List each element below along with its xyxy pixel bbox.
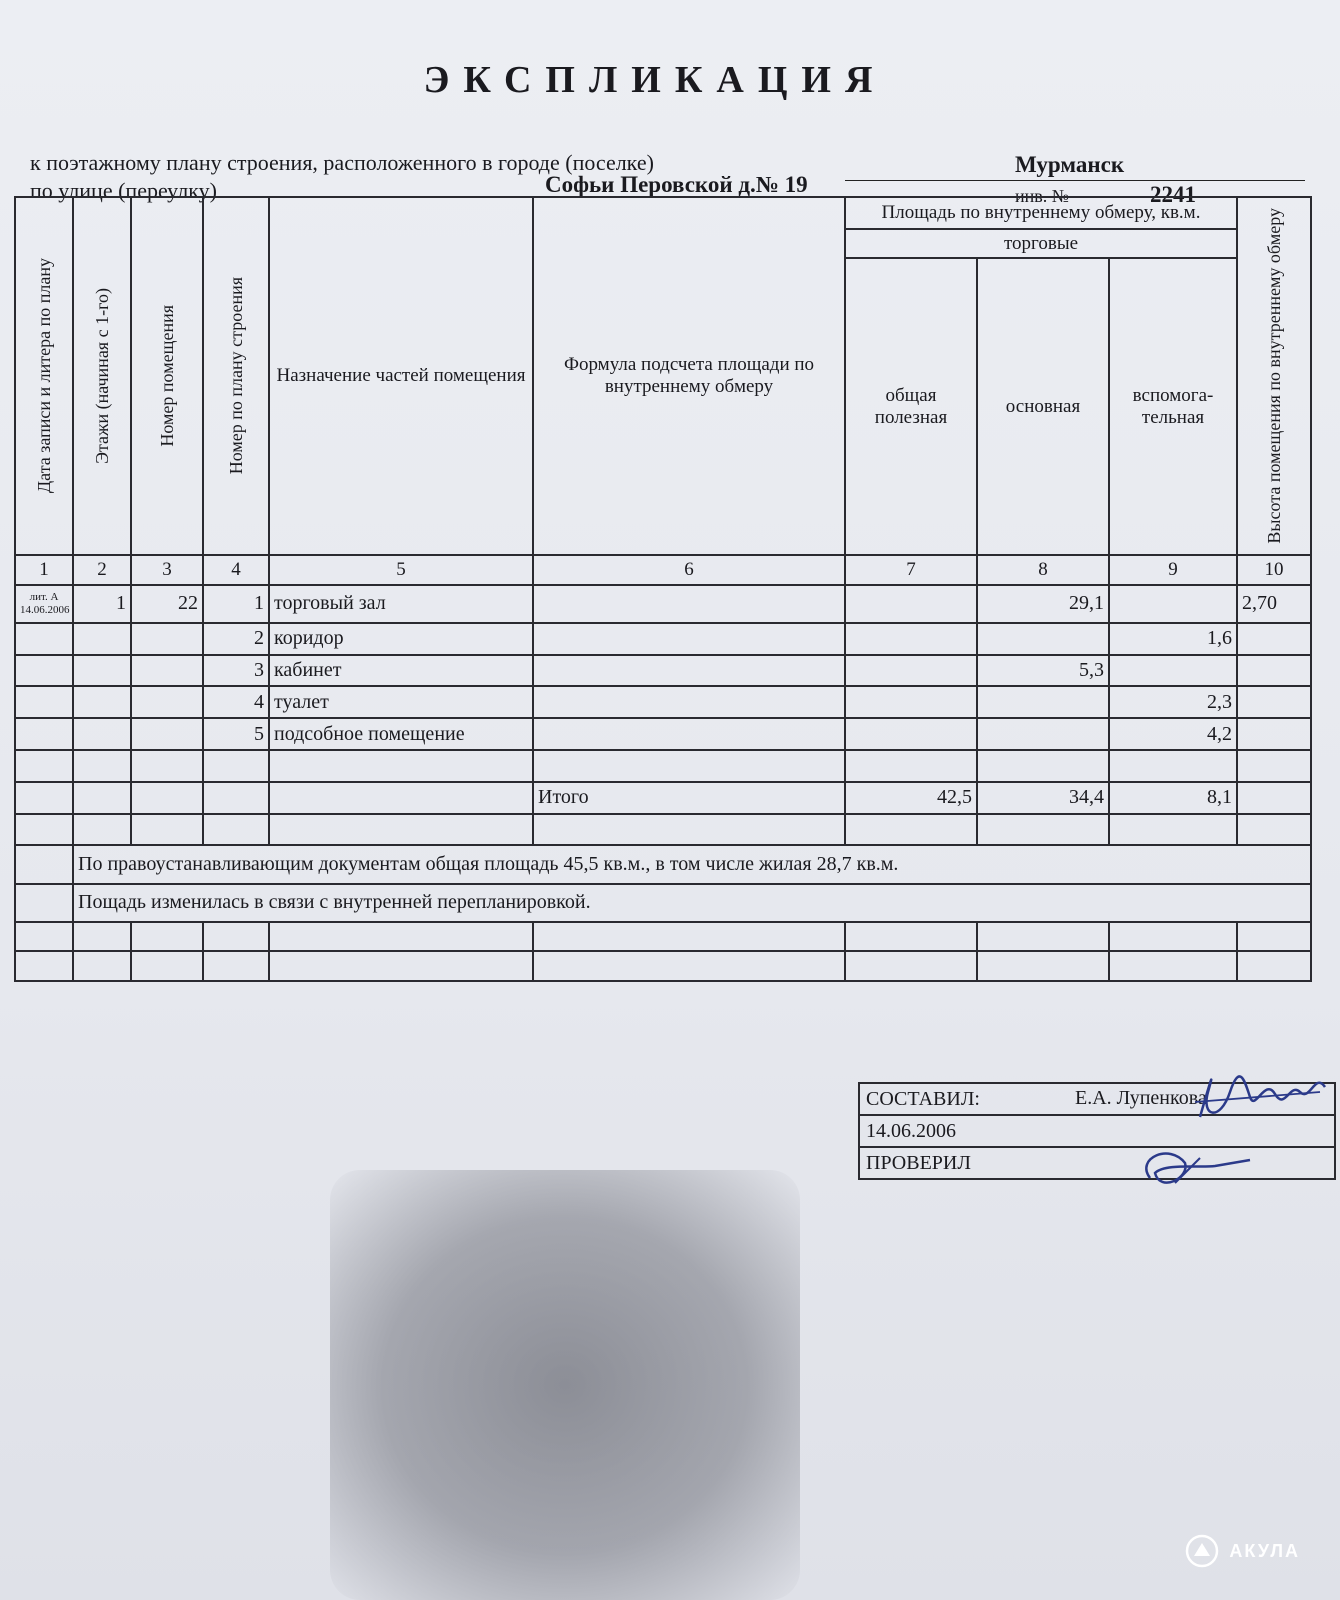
cell-c8 — [977, 623, 1109, 655]
cell-c1 — [15, 655, 73, 687]
header-formula: Формула подсчета площади по внутреннему обмеру — [533, 197, 845, 555]
plan-caption: к поэтажному плану строения, расположенного в городе (поселке) — [30, 150, 654, 175]
cell-c9: 2,3 — [1109, 686, 1237, 718]
cell-c8 — [977, 686, 1109, 718]
col-num: 10 — [1237, 555, 1311, 585]
col-num: 9 — [1109, 555, 1237, 585]
cell-c2 — [73, 623, 131, 655]
cell-c5 — [269, 750, 533, 782]
hand-shadow — [330, 1170, 800, 1600]
cell-c9 — [1109, 750, 1237, 782]
table-row — [15, 585, 1311, 623]
cell-c7 — [845, 686, 977, 718]
cell-c7 — [845, 750, 977, 782]
col-num: 5 — [269, 555, 533, 585]
city-value: Мурманск — [1015, 152, 1125, 177]
cell-c9 — [1109, 655, 1237, 687]
cell-c2: 1 — [73, 585, 131, 623]
header-area-group: Площадь по внутреннему обмеру, кв.м. — [845, 197, 1237, 229]
table-row — [15, 623, 1311, 655]
col-num: 3 — [131, 555, 203, 585]
cell-c5: туалет — [269, 686, 533, 718]
cell-c2 — [73, 814, 131, 846]
table-row — [15, 686, 1311, 718]
cell-c5 — [269, 814, 533, 846]
cell-c8 — [977, 718, 1109, 750]
cell-c1 — [15, 686, 73, 718]
cell-c3 — [131, 782, 203, 814]
cell-c3: 22 — [131, 585, 203, 623]
cell-c7 — [845, 718, 977, 750]
cell-c2 — [73, 782, 131, 814]
cell-c10 — [1237, 686, 1311, 718]
cell-c7 — [845, 655, 977, 687]
header-date-letter: Дата записи и литера по плану — [15, 197, 73, 555]
cell-c2 — [73, 750, 131, 782]
cell-c7: 42,5 — [845, 782, 977, 814]
cell-c5: кабинет — [269, 655, 533, 687]
header-plan-number: Номер по плану строения — [203, 197, 269, 555]
checked-label: ПРОВЕРИЛ — [859, 1147, 1335, 1179]
cell-c7 — [845, 814, 977, 846]
cell-c4 — [203, 782, 269, 814]
cell-c4 — [203, 814, 269, 846]
signature-checker — [1130, 1138, 1260, 1198]
cell-c9: 1,6 — [1109, 623, 1237, 655]
cell-c10: 2,70 — [1237, 585, 1311, 623]
header-total-useful: общая полезная — [845, 258, 977, 555]
table-row — [15, 655, 1311, 687]
cell-c10 — [1237, 623, 1311, 655]
note-spacer — [15, 884, 73, 922]
blank-row — [15, 922, 1311, 952]
note-spacer — [15, 845, 73, 883]
col-num: 1 — [15, 555, 73, 585]
cell-c2 — [73, 655, 131, 687]
city-underline — [845, 180, 1305, 181]
inv-number: 2241 — [1150, 182, 1196, 207]
cell-c3 — [131, 655, 203, 687]
column-number-row — [15, 555, 1311, 585]
cell-c7 — [845, 623, 977, 655]
header-purpose: Назначение частей помещения — [269, 197, 533, 555]
cell-c3 — [131, 686, 203, 718]
cell-c4: 5 — [203, 718, 269, 750]
shark-logo-icon — [1185, 1534, 1219, 1568]
table-row — [15, 782, 1311, 814]
cell-c6 — [533, 718, 845, 750]
cell-c9 — [1109, 814, 1237, 846]
explication-table — [14, 196, 1312, 982]
col-num: 6 — [533, 555, 845, 585]
cell-c6 — [533, 814, 845, 846]
document-title: ЭКСПЛИКАЦИЯ — [423, 59, 887, 101]
watermark-logo — [1185, 1534, 1300, 1568]
cell-c6 — [533, 686, 845, 718]
cell-c8 — [977, 750, 1109, 782]
cell-c3 — [131, 814, 203, 846]
inv-label: инв. № — [1015, 186, 1069, 206]
cell-c6 — [533, 623, 845, 655]
header-main: основная — [977, 258, 1109, 555]
header-height: Высота помещения по внутреннему обмеру — [1237, 197, 1311, 555]
cell-c1: лит. А 14.06.2006 — [15, 585, 73, 623]
compiled-name: Е.А. Лупенкова — [1075, 1087, 1207, 1109]
cell-c10 — [1237, 655, 1311, 687]
cell-c4: 3 — [203, 655, 269, 687]
compiled-label: СОСТАВИЛ: — [859, 1083, 1335, 1115]
header-floors: Этажи (начиная с 1-го) — [73, 197, 131, 555]
cell-c5: коридор — [269, 623, 533, 655]
cell-c5: подсобное помещение — [269, 718, 533, 750]
table-row — [15, 750, 1311, 782]
street-value: Софьи Перовской д.№ 19 — [545, 172, 808, 197]
header-auxiliary: вспомога-тельная — [1109, 258, 1237, 555]
cell-c8: 5,3 — [977, 655, 1109, 687]
watermark-text: АКУЛА — [1229, 1540, 1300, 1561]
cell-c1 — [15, 750, 73, 782]
cell-c9: 8,1 — [1109, 782, 1237, 814]
cell-c10 — [1237, 814, 1311, 846]
cell-c3 — [131, 750, 203, 782]
col-num: 8 — [977, 555, 1109, 585]
cell-c5: торговый зал — [269, 585, 533, 623]
table-row — [15, 814, 1311, 846]
note-replanning: Пощадь изменилась в связи с внутренней перепланировкой. — [73, 884, 1311, 922]
cell-c6 — [533, 750, 845, 782]
cell-c2 — [73, 686, 131, 718]
blank-row — [15, 951, 1311, 981]
cell-c8: 34,4 — [977, 782, 1109, 814]
cell-c10 — [1237, 782, 1311, 814]
cell-c9 — [1109, 585, 1237, 623]
header-area-trade: торговые — [845, 229, 1237, 259]
cell-c7 — [845, 585, 977, 623]
cell-c2 — [73, 718, 131, 750]
cell-c4 — [203, 750, 269, 782]
note-documents: По правоустанавливающим документам общая площадь 45,5 кв.м., в том числе жилая 28,7 кв.м. — [73, 845, 1311, 883]
table-row — [15, 718, 1311, 750]
cell-c4: 1 — [203, 585, 269, 623]
cell-c5 — [269, 782, 533, 814]
signature-compiler — [1190, 1062, 1330, 1132]
cell-c3 — [131, 623, 203, 655]
cell-c10 — [1237, 718, 1311, 750]
cell-c6 — [533, 585, 845, 623]
street-caption: по улице (переулку) — [30, 178, 217, 203]
col-num: 4 — [203, 555, 269, 585]
cell-c1 — [15, 623, 73, 655]
cell-c1 — [15, 782, 73, 814]
cell-c1 — [15, 814, 73, 846]
cell-c8: 29,1 — [977, 585, 1109, 623]
cell-c4: 2 — [203, 623, 269, 655]
cell-c1 — [15, 718, 73, 750]
col-num: 7 — [845, 555, 977, 585]
signoff-date: 14.06.2006 — [859, 1115, 1335, 1147]
cell-c6 — [533, 655, 845, 687]
cell-c8 — [977, 814, 1109, 846]
cell-c6: Итого — [533, 782, 845, 814]
col-num: 2 — [73, 555, 131, 585]
header-room-number: Номер помещения — [131, 197, 203, 555]
cell-c3 — [131, 718, 203, 750]
cell-c9: 4,2 — [1109, 718, 1237, 750]
cell-c10 — [1237, 750, 1311, 782]
cell-c4: 4 — [203, 686, 269, 718]
